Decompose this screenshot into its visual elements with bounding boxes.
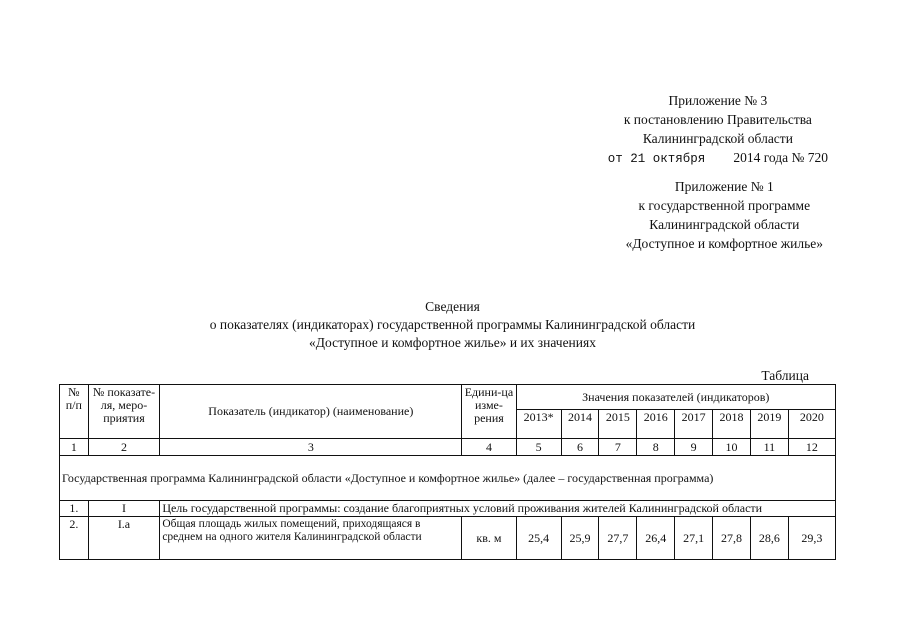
document-heading	[0, 298, 905, 352]
annex-3-date	[608, 148, 828, 169]
indicator-num: 2.	[60, 517, 89, 560]
annex-3-block	[608, 91, 828, 169]
program-row	[60, 456, 836, 501]
annex-1-title: Приложение № 1	[674, 179, 774, 194]
column-number: 7	[599, 439, 637, 456]
annex-1-line-2: к государственной программе	[638, 198, 811, 213]
annex-1-line-4: «Доступное и комфортное жилье»	[625, 236, 823, 251]
goal-row	[60, 501, 836, 517]
indicator-code: I.а	[88, 517, 160, 560]
column-number: 3	[160, 439, 462, 456]
column-number: 9	[675, 439, 713, 456]
heading-line-2: о показателях (индикаторах) государственной программы Калининградской области	[209, 317, 696, 332]
header-values-group: Значения показателей (индикаторов)	[516, 385, 835, 410]
header-indicator-no: № показате-ля, меро-приятия	[88, 385, 160, 439]
column-number: 2	[88, 439, 160, 456]
annex-1-block	[626, 177, 823, 253]
table-caption: Таблица	[761, 368, 809, 383]
indicator-unit: кв. м	[462, 517, 516, 560]
indicator-value: 29,3	[788, 517, 835, 560]
column-number: 4	[462, 439, 516, 456]
indicator-value: 27,7	[599, 517, 637, 560]
header-year: 2014	[561, 410, 599, 439]
annex-3-title: Приложение № 3	[668, 93, 768, 108]
indicators-table	[59, 384, 836, 560]
column-number: 6	[561, 439, 599, 456]
header-year: 2013*	[516, 410, 561, 439]
header-indicator: Показатель (индикатор) (наименование)	[160, 385, 462, 439]
header-num: № п/п	[60, 385, 89, 439]
program-title: Государственная программа Калининградской области «Доступное и комфортное жилье» (далее – государственная программа)	[60, 456, 836, 501]
annex-3-line-3: Калининградской области	[642, 131, 793, 146]
column-number: 11	[750, 439, 788, 456]
header-year: 2016	[637, 410, 675, 439]
column-number-row	[60, 439, 836, 456]
column-number: 5	[516, 439, 561, 456]
header-year: 2015	[599, 410, 637, 439]
column-number: 12	[788, 439, 835, 456]
column-number: 8	[637, 439, 675, 456]
indicator-text: Общая площадь жилых помещений, приходящаяся в среднем на одного жителя Калининградской области	[160, 517, 462, 560]
header-year: 2018	[713, 410, 751, 439]
header-year: 2019	[750, 410, 788, 439]
annex-3-date-suffix: 2014 года № 720	[733, 150, 828, 165]
annex-1-line-3: Калининградской области	[649, 217, 800, 232]
indicator-value: 27,8	[713, 517, 751, 560]
indicator-value: 25,4	[516, 517, 561, 560]
header-year: 2017	[675, 410, 713, 439]
indicator-value: 26,4	[637, 517, 675, 560]
annex-3-line-2: к постановлению Правительства	[623, 112, 812, 127]
column-number: 1	[60, 439, 89, 456]
column-number: 10	[713, 439, 751, 456]
indicator-value: 27,1	[675, 517, 713, 560]
goal-num: 1.	[60, 501, 89, 517]
indicator-row	[60, 517, 836, 560]
heading-line-3: «Доступное и комфортное жилье» и их значениях	[309, 335, 596, 350]
header-year: 2020	[788, 410, 835, 439]
annex-3-date-prefix: от 21 октября	[607, 152, 706, 166]
heading-line-1: Сведения	[425, 299, 480, 314]
indicator-value: 25,9	[561, 517, 599, 560]
goal-code: I	[88, 501, 160, 517]
indicator-value: 28,6	[750, 517, 788, 560]
goal-text: Цель государственной программы: создание благоприятных условий проживания жителей Калининградской области	[160, 501, 836, 517]
header-unit: Едини-ца изме-рения	[462, 385, 516, 439]
